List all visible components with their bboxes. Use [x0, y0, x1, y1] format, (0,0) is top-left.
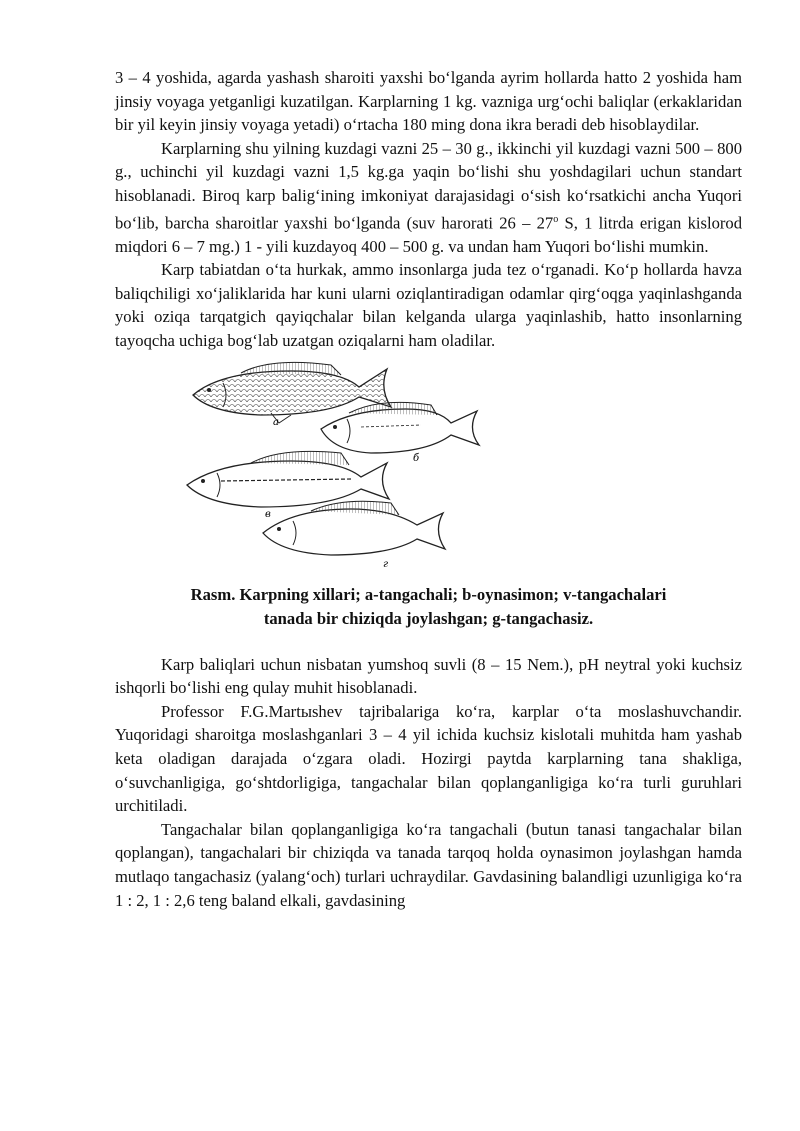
paragraph-4: Karp baliqlari uchun nisbatan yumshoq suvli (8 – 15 Nem.), pH neytral yoki kuchsiz ishqorli boʻlishi eng qulay muhit hisoblanadi. [115, 654, 742, 698]
paragraph-5: Professor F.G.Martыshev tajribalariga koʻra, karplar oʻta moslashuvchandir. Yuqoridagi sharoitga moslashganlari 3 – 4 yil ichida kuchsiz kislotali muhitda ham yashab keta oladigan darajada oʻzgara oladi. Hozirgi paytda karplarning tana shakliga, oʻsuvchanligiga, goʻshtdorligiga, tangachalar bilan qoplanganligiga koʻra turli guruhlari urchitiladi. [115, 701, 742, 816]
carp-figure [115, 357, 742, 577]
carp-varieties-illustration [181, 357, 481, 575]
degree-superscript: o [553, 213, 559, 225]
fish-label-g: г [383, 558, 389, 570]
paragraph-2 [115, 137, 742, 259]
figure-caption-line-1: Rasm. Karpning xillari; a-tangachali; b-oynasimon; v-tangachalari [190, 584, 667, 604]
paragraph-2-part-a: Karplarning shu yilning kuzdagi vazni 25 – 30 g., ikkinchi yil kuzdagi vazni 500 – 800 g., uchinchi yil kuzdagi vazni 1,5 kg.ga yaqin boʻlishi shu yoshdagilari uchun standart hisoblanadi. Biroq karp baligʻining imkoniyat darajasidagi oʻsish koʻrsatkichi ancha Yuqori boʻlib, barcha sharoitlar yaxshi boʻlganda (suv harorati 26 – 27 [115, 138, 742, 233]
fish-label-v: в [265, 508, 271, 520]
figure-caption-line-2: tanada bir chiziqda joylashgan; g-tangachasiz. [263, 608, 594, 628]
paragraph-1: 3 – 4 yoshida, agarda yashash sharoiti yaxshi boʻlganda ayrim hollarda hatto 2 yoshida ham jinsiy voyaga yetganligi kuzatilgan. Karplarning 1 kg. vazniga urgʻochi baliqlar (erkaklaridan bir yil keyin jinsiy voyaga yetadi) oʻrtacha 180 ming dona ikra beradi deb hisoblaydilar. [115, 68, 742, 135]
fish-b-mirror [321, 402, 479, 464]
fish-label-a: a [273, 416, 279, 428]
paragraph-6: Tangachalar bilan qoplanganligiga koʻra tangachali (butun tanasi tangachalar bilan qoplangan), tangachalari bir chiziqda va tanada tarqoq holda oynasimon joylashgan hamda mutlaqo tangachasiz (yalangʻoch) turlari uchraydilar. Gavdasining balandligi uzunligiga koʻra 1 : 2, 1 : 2,6 teng baland elkali, gavdasining [115, 819, 742, 910]
fish-label-b: б [413, 452, 420, 464]
paragraph-3: Karp tabiatdan oʻta hurkak, ammo insonlarga juda tez oʻrganadi. Koʻp hollarda havza baliqchiligi xoʻjaliklarida har kuni ularni oziqlantiradigan odamlar qirgʻoqga yaqinlashganda yoki oziqa tarqatgich qayiqchalar bilan kelganda ularga yaqinlashib, hatto insonlarning tayoqcha uchiga bogʻlab uzatgan oziqalarni ham oladilar. [115, 260, 742, 351]
document-page [115, 66, 742, 912]
fish-g-scaleless [263, 501, 445, 570]
paragraph-2-part-b: S, 1 litrda erigan kislorod miqdori 6 – 7 mg.) 1 - yili kuzdayoq 400 – 500 g. va undan ham Yuqori boʻlishi mumkin. [115, 213, 742, 256]
figure-caption [115, 583, 742, 631]
